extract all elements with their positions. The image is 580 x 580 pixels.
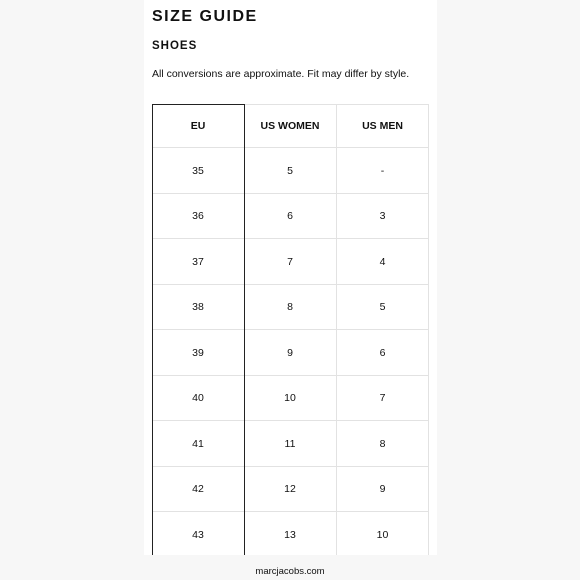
page-title: SIZE GUIDE bbox=[152, 8, 258, 25]
cell-us-men: 5 bbox=[379, 301, 386, 314]
cell-eu: 39 bbox=[192, 346, 204, 359]
cell-eu: 42 bbox=[192, 483, 204, 496]
cell-us-women: 5 bbox=[287, 164, 293, 177]
cell-us-women: 8 bbox=[287, 301, 293, 314]
cell-us-men: 9 bbox=[379, 483, 386, 496]
cell-eu: 36 bbox=[192, 210, 204, 223]
conversion-note: All conversions are approximate. Fit may differ by style. bbox=[152, 68, 410, 80]
cell-eu: 38 bbox=[192, 301, 204, 314]
cell-us-women: 9 bbox=[287, 346, 293, 359]
cell-eu: 35 bbox=[192, 164, 204, 177]
cell-us-men: 4 bbox=[379, 255, 386, 268]
cell-us-women: 11 bbox=[284, 437, 296, 450]
cell-us-women: 6 bbox=[287, 210, 293, 223]
eu-column-highlight bbox=[152, 104, 245, 555]
cell-eu: 40 bbox=[192, 392, 204, 405]
cell-eu: 43 bbox=[192, 528, 204, 541]
cell-us-women: 7 bbox=[287, 255, 293, 268]
cell-eu: 41 bbox=[192, 437, 204, 450]
cell-us-men: - bbox=[380, 164, 385, 177]
column-header-us-men: US MEN bbox=[362, 120, 403, 132]
footer-site: marcjacobs.com bbox=[255, 566, 325, 577]
column-header-eu: EU bbox=[190, 120, 206, 132]
column-header-us-women: US WOMEN bbox=[260, 120, 320, 132]
cell-us-men: 3 bbox=[379, 210, 386, 223]
cell-eu: 37 bbox=[192, 255, 204, 268]
size-table bbox=[152, 104, 429, 555]
section-title: SHOES bbox=[152, 40, 198, 52]
cell-us-men: 6 bbox=[379, 346, 386, 359]
cell-us-women: 12 bbox=[284, 483, 296, 496]
cell-us-men: 7 bbox=[379, 392, 386, 405]
cell-us-men: 10 bbox=[376, 528, 389, 541]
cell-us-women: 13 bbox=[284, 528, 296, 541]
cell-us-women: 10 bbox=[284, 392, 296, 405]
cell-us-men: 8 bbox=[379, 437, 386, 450]
